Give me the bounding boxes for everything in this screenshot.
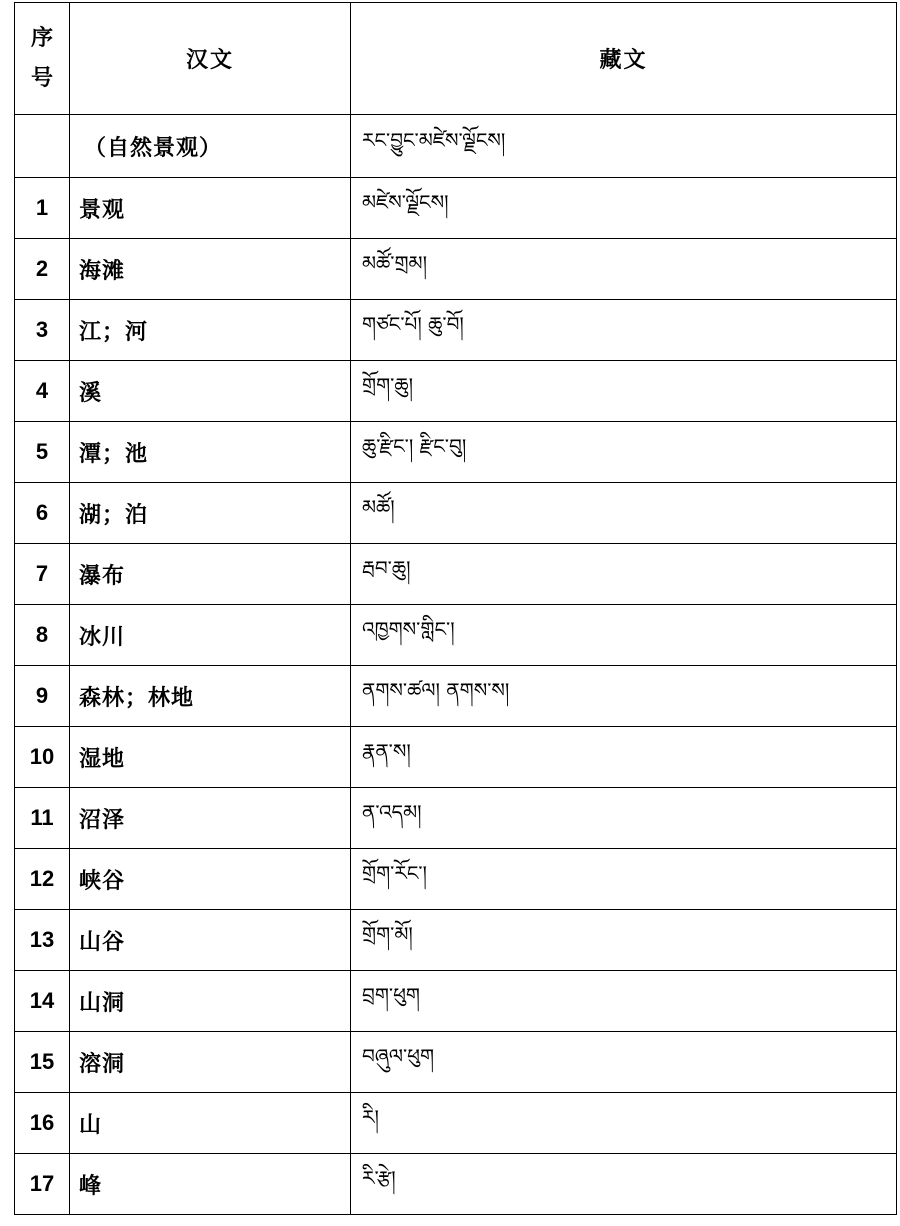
term-row: [15, 1032, 897, 1093]
header-number-line2: 号: [30, 65, 53, 91]
term-tibetan-cell: རི་རྩེ།: [351, 1154, 897, 1215]
glossary-table: [14, 2, 897, 1215]
term-row: [15, 483, 897, 544]
header-number-line1: 序: [30, 25, 53, 51]
term-row: [15, 666, 897, 727]
term-tibetan-cell: ན་འདམ།: [351, 788, 897, 849]
term-tibetan-cell: མཛེས་ལྗོངས།: [351, 178, 897, 239]
term-chinese-cell: 溶洞: [70, 1032, 351, 1093]
term-chinese-cell: 江；河: [70, 300, 351, 361]
term-tibetan-cell: གཙང་པོ། ཆུ་བོ།: [351, 300, 897, 361]
term-number-cell: 12: [15, 849, 70, 910]
header-number-cell: [15, 3, 70, 115]
term-number-cell: 11: [15, 788, 70, 849]
term-row: [15, 605, 897, 666]
term-row: [15, 1093, 897, 1154]
term-row: [15, 849, 897, 910]
term-chinese-cell: 景观: [70, 178, 351, 239]
term-chinese-cell: 湖；泊: [70, 483, 351, 544]
term-chinese-cell: 溪: [70, 361, 351, 422]
term-chinese-cell: 海滩: [70, 239, 351, 300]
term-number-cell: 13: [15, 910, 70, 971]
term-chinese-cell: 冰川: [70, 605, 351, 666]
section-number-cell: [15, 115, 70, 178]
term-chinese-cell: 瀑布: [70, 544, 351, 605]
term-number-cell: 15: [15, 1032, 70, 1093]
term-chinese-cell: 森林；林地: [70, 666, 351, 727]
term-row: [15, 1154, 897, 1215]
term-tibetan-cell: མཚོ་གྲམ།: [351, 239, 897, 300]
term-row: [15, 910, 897, 971]
glossary-body: [15, 3, 897, 1215]
term-number-cell: 10: [15, 727, 70, 788]
term-number-cell: 1: [15, 178, 70, 239]
term-chinese-cell: 山谷: [70, 910, 351, 971]
section-tibetan-cell: རང་བྱུང་མཛེས་ལྗོངས།: [351, 115, 897, 178]
term-tibetan-cell: གྲོག་ཆུ།: [351, 361, 897, 422]
term-row: [15, 239, 897, 300]
term-tibetan-cell: རྦབ་ཆུ།: [351, 544, 897, 605]
term-row: [15, 544, 897, 605]
term-chinese-cell: 沼泽: [70, 788, 351, 849]
term-tibetan-cell: གྲོག་མོ།: [351, 910, 897, 971]
term-tibetan-cell: རི།: [351, 1093, 897, 1154]
term-tibetan-cell: འཁྱགས་གླིང་།: [351, 605, 897, 666]
term-chinese-cell: 山洞: [70, 971, 351, 1032]
term-number-cell: 2: [15, 239, 70, 300]
term-tibetan-cell: གྲོག་རོང་།: [351, 849, 897, 910]
term-row: [15, 361, 897, 422]
term-number-cell: 4: [15, 361, 70, 422]
term-tibetan-cell: རྣན་ས།: [351, 727, 897, 788]
section-chinese-cell: （自然景观）: [70, 115, 351, 178]
term-tibetan-cell: མཚོ།: [351, 483, 897, 544]
term-row: [15, 971, 897, 1032]
term-number-cell: 17: [15, 1154, 70, 1215]
term-chinese-cell: 潭；池: [70, 422, 351, 483]
term-row: [15, 788, 897, 849]
term-number-cell: 14: [15, 971, 70, 1032]
term-chinese-cell: 山: [70, 1093, 351, 1154]
term-tibetan-cell: ནགས་ཚལ། ནགས་ས།: [351, 666, 897, 727]
term-row: [15, 178, 897, 239]
term-number-cell: 7: [15, 544, 70, 605]
term-row: [15, 300, 897, 361]
header-chinese-cell: 汉文: [70, 3, 351, 115]
term-number-cell: 9: [15, 666, 70, 727]
term-number-cell: 16: [15, 1093, 70, 1154]
term-chinese-cell: 湿地: [70, 727, 351, 788]
term-tibetan-cell: བཞུལ་ཕུག: [351, 1032, 897, 1093]
term-row: [15, 422, 897, 483]
term-chinese-cell: 峡谷: [70, 849, 351, 910]
term-number-cell: 5: [15, 422, 70, 483]
term-number-cell: 3: [15, 300, 70, 361]
header-row: [15, 3, 897, 115]
term-number-cell: 6: [15, 483, 70, 544]
term-number-cell: 8: [15, 605, 70, 666]
header-tibetan-cell: 藏文: [351, 3, 897, 115]
term-tibetan-cell: ཆུ་རྫིང་། རྫིང་བུ།: [351, 422, 897, 483]
section-row: [15, 115, 897, 178]
term-chinese-cell: 峰: [70, 1154, 351, 1215]
term-tibetan-cell: བྲག་ཕུག: [351, 971, 897, 1032]
term-row: [15, 727, 897, 788]
